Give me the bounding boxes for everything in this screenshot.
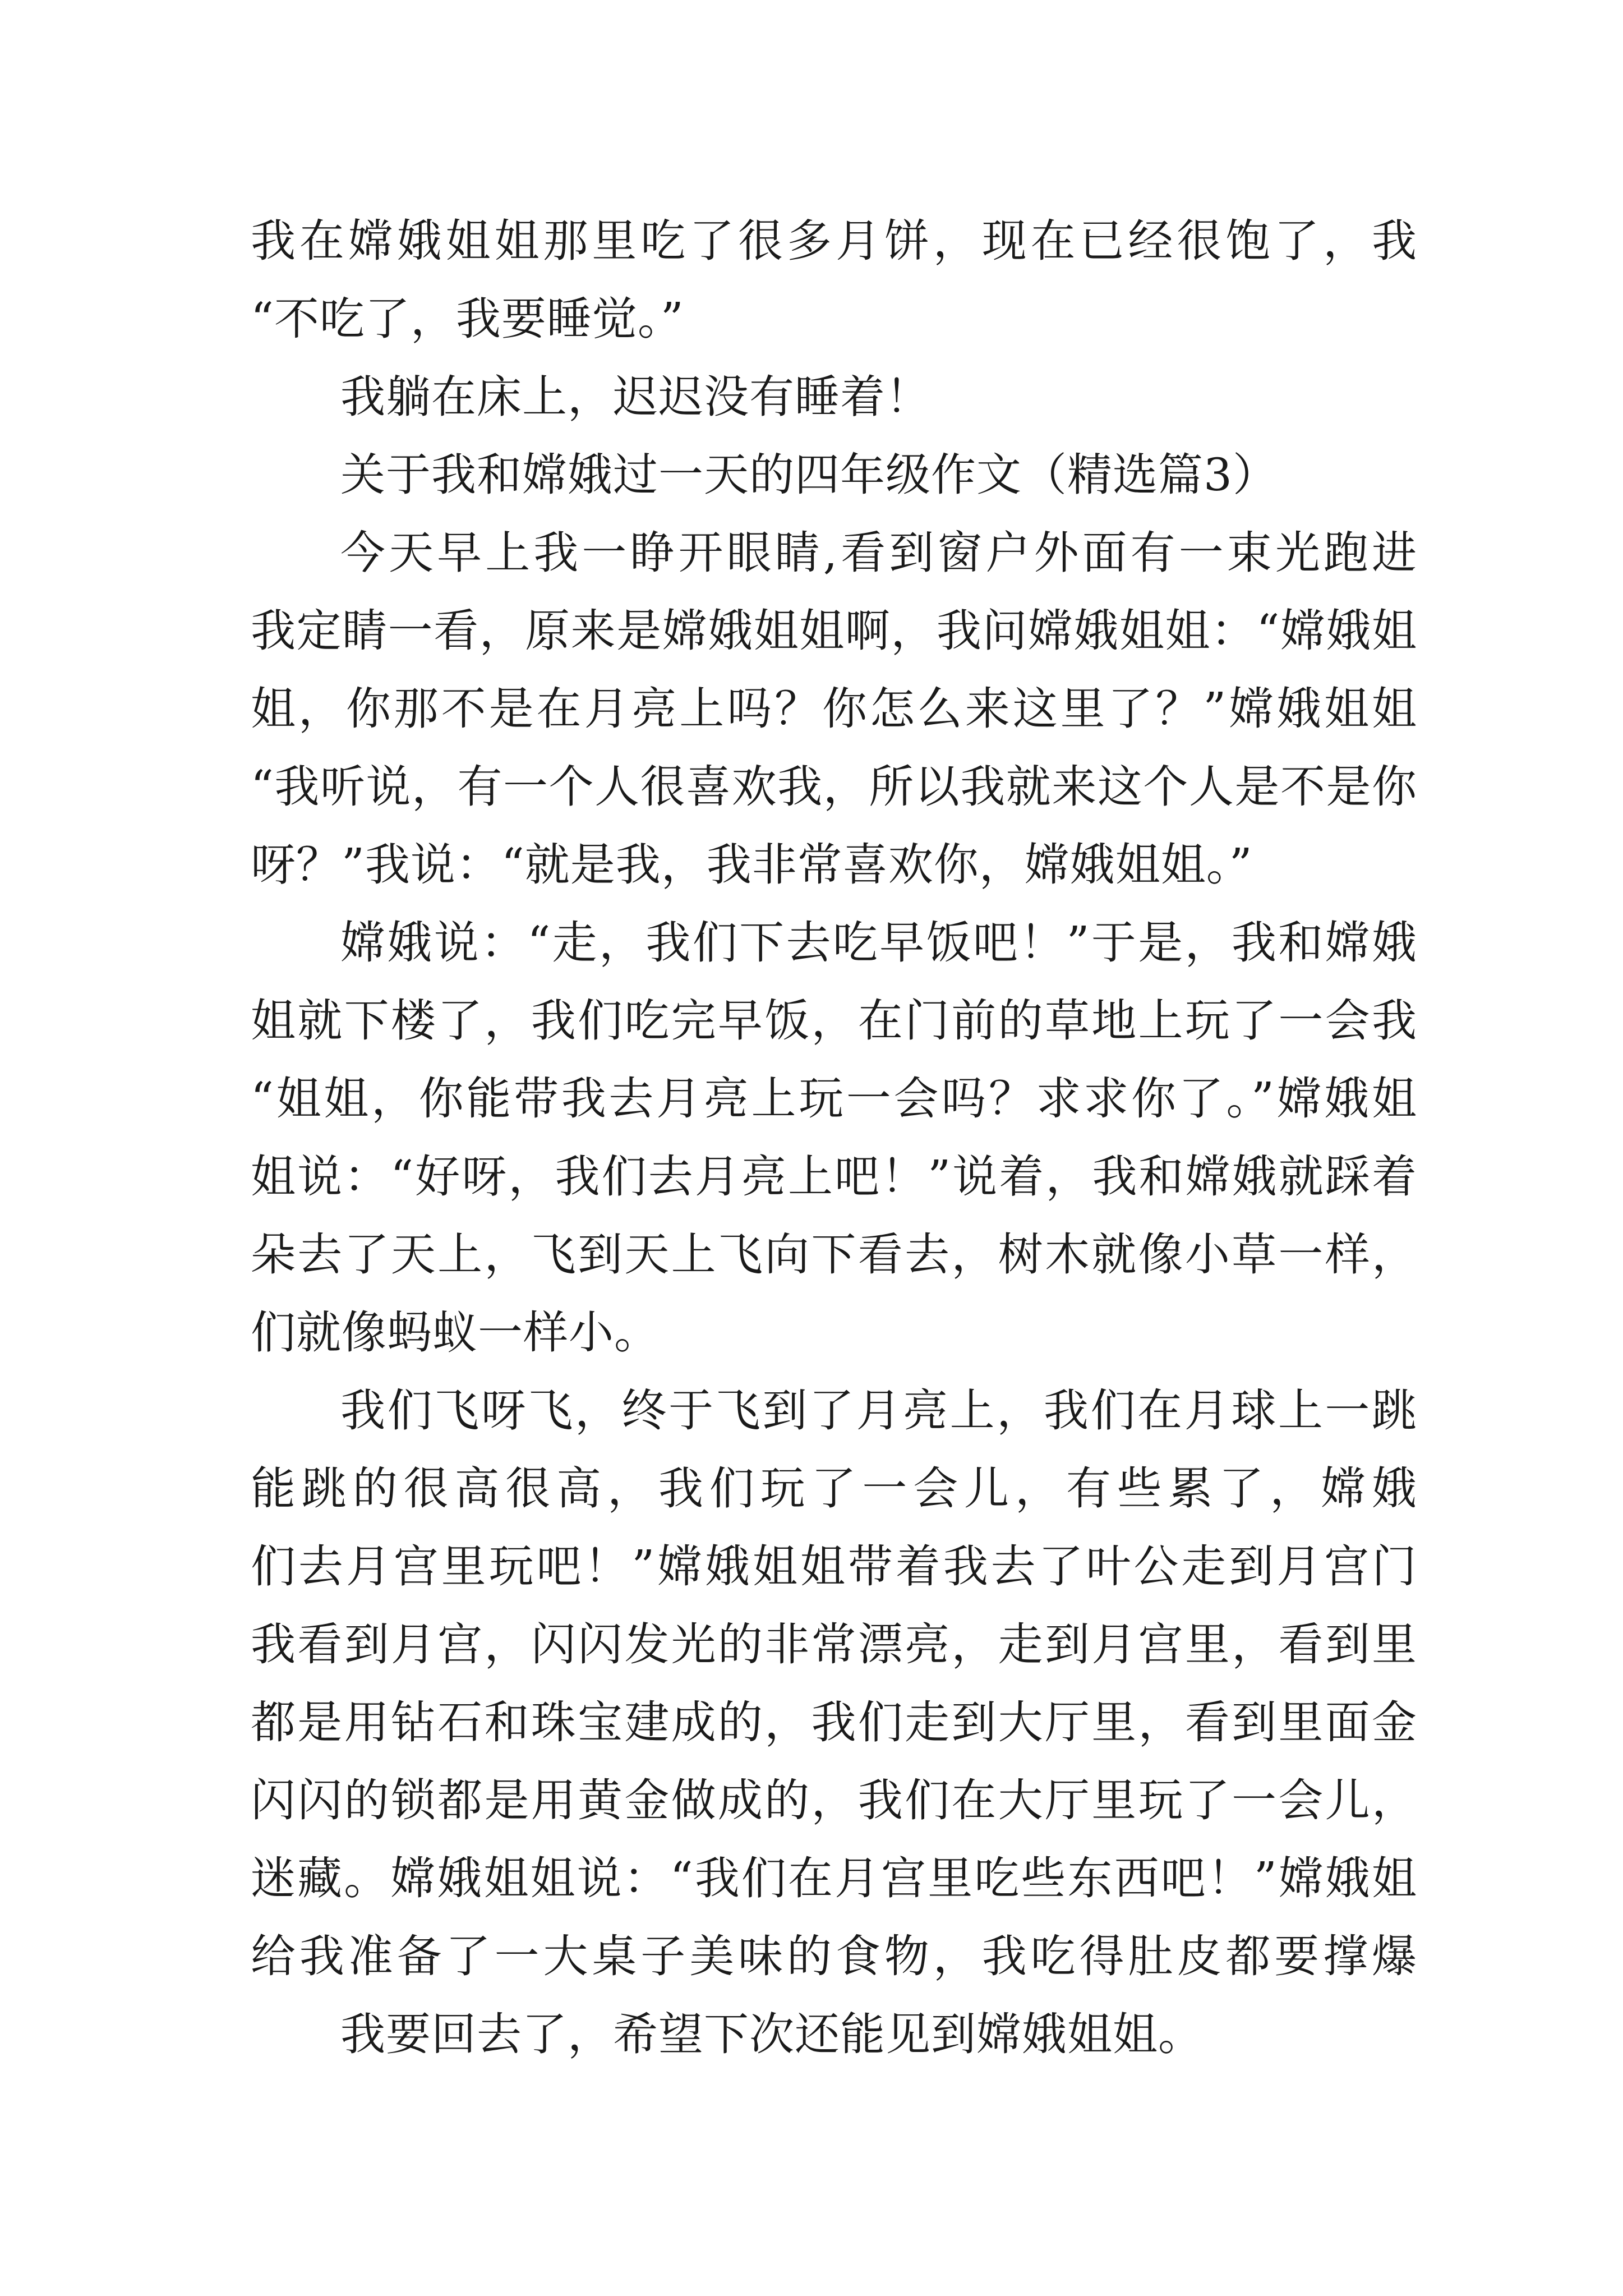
text-line: 能跳的很高很高，我们玩了一会儿，有些累了，嫦娥 [251,1462,1417,1515]
text-line: 们就像蚂蚁一样小。 [251,1306,660,1359]
text-line: 我要回去了，希望下次还能见到嫦娥姐姐。 [340,2008,1204,2060]
text-line: 朵去了天上，飞到天上飞向下看去，树木就像小草一样， [251,1228,1417,1281]
text-line: 姐，你那不是在月亮上吗？你怎么来这里了？”嫦娥姐姐 [251,683,1417,735]
text-line: 我在嫦娥姐姐那里吃了很多月饼，现在已经很饱了，我 [251,215,1417,267]
text-line: 姐说：“好呀，我们去月亮上吧！”说着，我和嫦娥就踩着 [251,1151,1417,1203]
text-line: 我躺在床上，迟迟没有睡着！ [340,371,931,423]
text-line: 姐就下楼了，我们吃完早饭，在门前的草地上玩了一会我 [251,995,1417,1047]
essay-body [251,202,1417,2073]
text-line: 呀？”我说：“就是我，我非常喜欢你，嫦娥姐姐。” [251,839,1253,891]
section-title: 关于我和嫦娥过一天的四年级作文（精选篇3） [340,449,1278,501]
text-line: “姐姐，你能带我去月亮上玩一会吗？求求你了。”嫦娥姐 [251,1073,1417,1125]
text-line: 我定睛一看，原来是嫦娥姐姐啊，我问嫦娥姐姐：“嫦娥姐 [251,605,1417,657]
text-line: 们去月宫里玩吧！”嫦娥姐姐带着我去了叶公走到月宫门 [251,1540,1417,1593]
text-line: 我看到月宫，闪闪发光的非常漂亮，走到月宫里，看到里 [251,1618,1417,1671]
text-line: “不吃了，我要睡觉。” [251,293,684,345]
text-line: 今天早上我一睁开眼睛,看到窗户外面有一束光跑进 [340,527,1417,579]
text-line: 都是用钻石和珠宝建成的，我们走到大厅里，看到里面金 [251,1696,1417,1749]
text-line: 迷藏。嫦娥姐姐说：“我们在月宫里吃些东西吧！”嫦娥姐 [251,1852,1417,1904]
text-line: 给我准备了一大桌子美味的食物，我吃得肚皮都要撑爆 [251,1930,1417,1982]
text-line: “我听说，有一个人很喜欢我，所以我就来这个人是不是你 [251,761,1417,813]
text-line: 我们飞呀飞，终于飞到了月亮上，我们在月球上一跳 [340,1384,1417,1437]
text-line: 嫦娥说：“走，我们下去吃早饭吧！”于是，我和嫦娥 [340,917,1417,969]
text-line: 闪闪的锁都是用黄金做成的，我们在大厅里玩了一会儿， [251,1774,1417,1826]
